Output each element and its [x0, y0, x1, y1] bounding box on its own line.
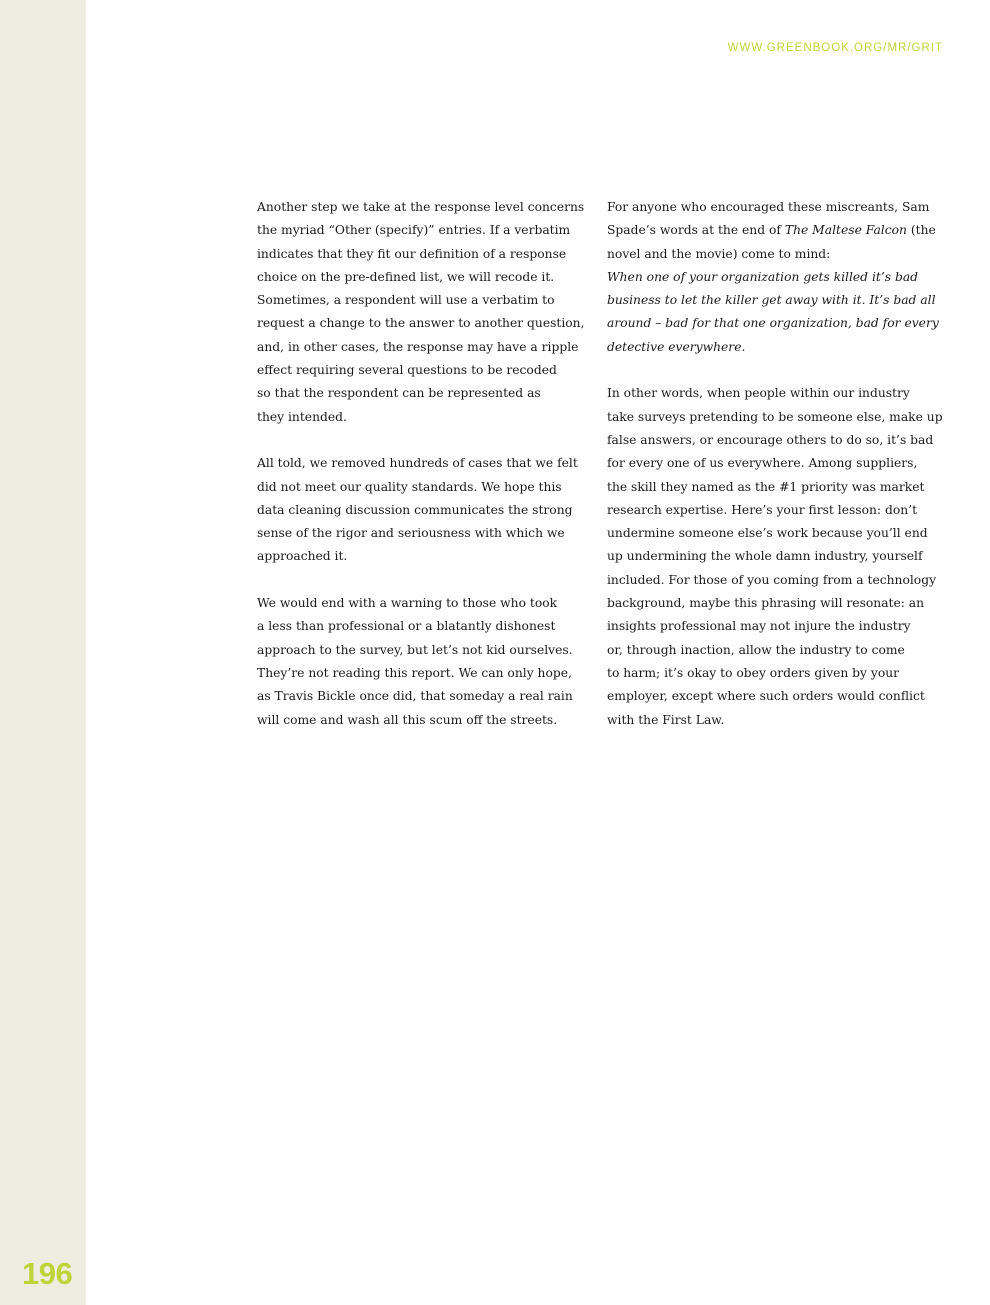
text-line: will come and wash all this scum off the streets.: [257, 712, 558, 727]
text-line: up undermining the whole damn industry, yourself: [607, 549, 923, 564]
paragraph-in-other-words: [607, 382, 943, 731]
text-line: the myriad “Other (specify)” entries. If a verbatim: [257, 223, 571, 238]
text-line: a less than professional or a blatantly dishonest: [257, 619, 556, 634]
text-fragment: Spade’s words at the end of: [607, 223, 785, 238]
paragraph-warning: [257, 592, 587, 732]
text-line: For anyone who encouraged these miscreants, Sam: [607, 200, 930, 214]
paragraph-all-told: [257, 452, 587, 568]
text-line: did not meet our quality standards. We hope this: [257, 479, 562, 494]
text-line: effect requiring several questions to be recoded: [257, 363, 557, 378]
text-line: they intended.: [257, 409, 347, 424]
text-line: choice on the pre-defined list, we will recode it.: [257, 269, 555, 284]
text-line: They’re not reading this report. We can only hope,: [257, 665, 572, 680]
text-line: In other words, when people within our industry: [607, 386, 910, 401]
text-line: We would end with a warning to those who took: [257, 596, 558, 611]
text-line: false answers, or encourage others to do so, it’s bad: [607, 432, 934, 447]
book-title: The Maltese Falcon: [784, 223, 907, 238]
quote-line: detective everywhere.: [607, 339, 746, 354]
text-line: employer, except where such orders would conflict: [607, 689, 925, 704]
text-line: the skill they named as the #1 priority was market: [607, 479, 925, 494]
text-line: approached it.: [257, 549, 348, 564]
text-line: to harm; it’s okay to obey orders given by your: [607, 665, 900, 680]
text-line: included. For those of you coming from a technology: [607, 572, 937, 587]
text-line: Sometimes, a respondent will use a verbatim to: [257, 293, 555, 308]
quote-line: When one of your organization gets killed it’s bad: [607, 269, 919, 284]
text-line: novel and the movie) come to mind:: [607, 246, 831, 261]
right-column: [607, 196, 943, 755]
text-fragment: (the: [906, 223, 936, 238]
quote-line: around – bad for that one organization, bad for every: [607, 316, 939, 331]
text-line: All told, we removed hundreds of cases that we felt: [257, 456, 578, 471]
text-line: undermine someone else’s work because you’ll end: [607, 526, 928, 541]
text-line: for every one of us everywhere. Among suppliers,: [607, 456, 918, 471]
text-line: request a change to the answer to another question,: [257, 316, 585, 331]
text-line: with the First Law.: [607, 712, 725, 727]
page-sidebar: [0, 0, 86, 1305]
text-line: insights professional may not injure the industry: [607, 619, 911, 634]
text-line: sense of the rigor and seriousness with which we: [257, 526, 565, 541]
text-line: take surveys pretending to be someone else, make up: [607, 409, 943, 424]
text-line: Another step we take at the response level concerns: [257, 200, 585, 214]
page-number: 196: [22, 1256, 73, 1291]
paragraph-response-level: [257, 196, 587, 429]
text-line: and, in other cases, the response may have a ripple: [257, 339, 579, 354]
paragraph-sam-spade: [607, 196, 937, 359]
text-line: background, maybe this phrasing will resonate: an: [607, 596, 925, 611]
header-url[interactable]: WWW.GREENBOOK.ORG/MR/GRIT: [727, 42, 943, 54]
text-line: so that the respondent can be represented as: [257, 386, 541, 401]
text-line: research expertise. Here’s your first lesson: don’t: [607, 502, 918, 517]
text-line: as Travis Bickle once did, that someday a real rain: [257, 689, 573, 704]
quote-line: business to let the killer get away with it. It’s bad all: [607, 293, 936, 308]
text-line: [607, 219, 937, 242]
text-line: data cleaning discussion communicates the strong: [257, 502, 573, 517]
text-line: approach to the survey, but let’s not kid ourselves.: [257, 642, 573, 657]
text-line: or, through inaction, allow the industry to come: [607, 642, 905, 657]
text-line: indicates that they fit our definition of a response: [257, 246, 567, 261]
left-column: [257, 196, 587, 755]
